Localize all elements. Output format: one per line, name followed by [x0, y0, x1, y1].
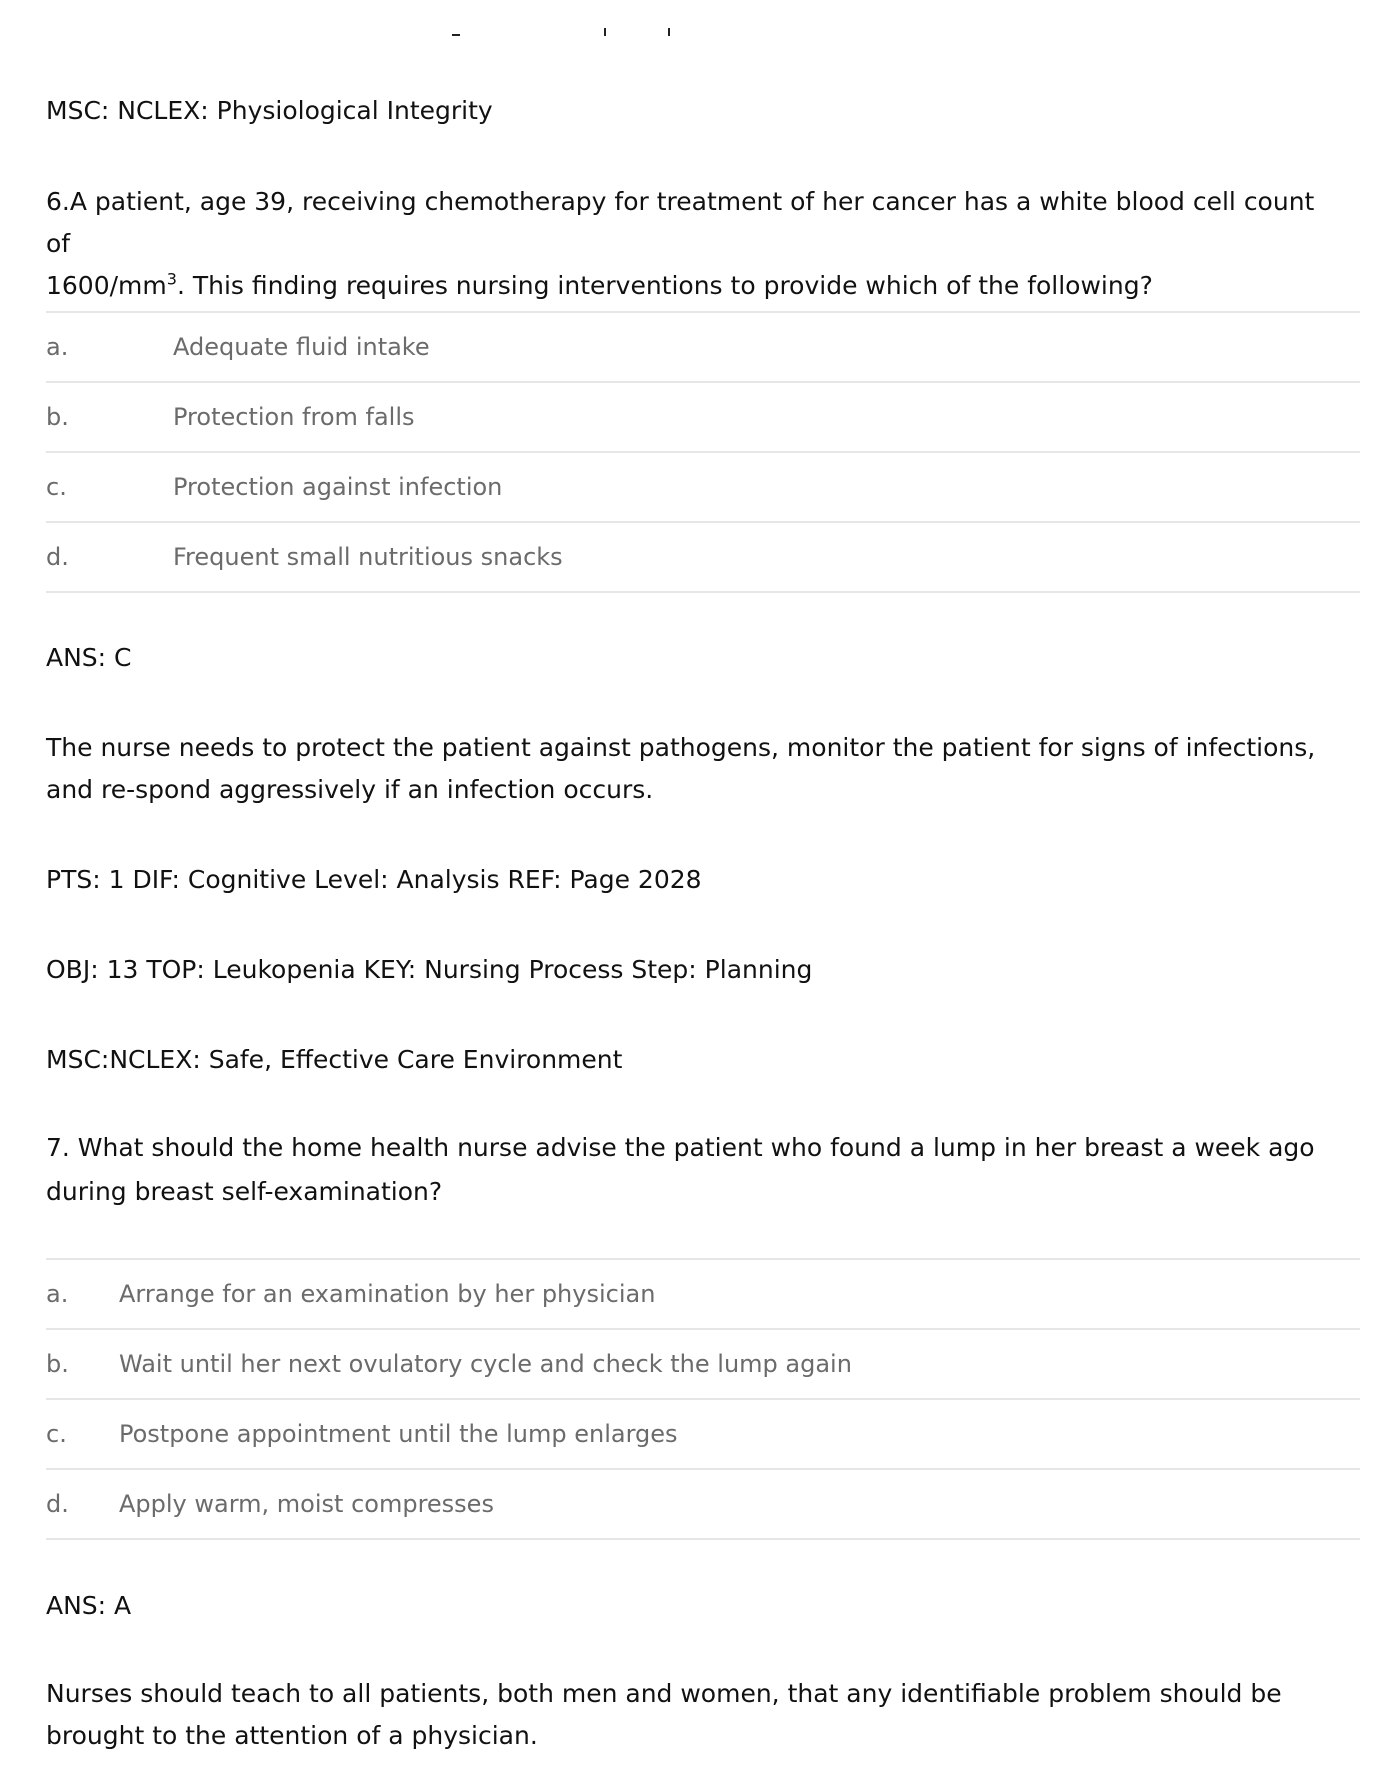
question-7-answer: ANS: A — [46, 1591, 132, 1620]
option-text: Wait until her next ovulatory cycle and check the lump again — [119, 1350, 852, 1378]
option-text: Frequent small nutritious snacks — [173, 543, 563, 571]
option-row[interactable] — [46, 383, 1360, 453]
question-6-pts-line: PTS: 1 DIF: Cognitive Level: Analysis REF: Page 2028 — [46, 865, 702, 894]
question-6-msc-line: MSC:NCLEX: Safe, Eﬀective Care Environment — [46, 1045, 623, 1074]
option-text: Arrange for an examination by her physician — [119, 1280, 656, 1308]
scan-artifact-mark — [604, 28, 606, 36]
option-text: Adequate ﬂuid intake — [173, 333, 430, 361]
option-text: Apply warm, moist compresses — [119, 1490, 494, 1518]
option-letter: b. — [46, 1350, 69, 1378]
option-text: Postpone appointment until the lump enlarges — [119, 1420, 678, 1448]
option-row[interactable] — [46, 313, 1360, 383]
question-6-stem-rest: . This ﬁnding requires nursing interventions to provide which of the following? — [176, 271, 1153, 300]
option-letter: d. — [46, 1490, 69, 1518]
question-6-rationale: The nurse needs to protect the patient against pathogens, monitor the patient for signs of infections, and re-spond aggressively if an infection occurs. — [46, 733, 1316, 804]
question-6-stem — [46, 181, 1346, 307]
scan-artifact-mark — [452, 34, 460, 36]
option-letter: c. — [46, 1420, 67, 1448]
scan-artifact-mark — [668, 28, 670, 36]
option-row[interactable] — [46, 523, 1360, 593]
option-text: Protection against infection — [173, 473, 503, 501]
option-text: Protection from falls — [173, 403, 415, 431]
option-row[interactable] — [46, 1260, 1360, 1330]
question-6-stem-part1: 6.A patient, age 39, receiving chemotherapy for treatment of her cancer has a white blood cell count of — [46, 187, 1315, 258]
option-row[interactable] — [46, 1400, 1360, 1470]
option-letter: d. — [46, 543, 69, 571]
option-letter: a. — [46, 1280, 69, 1308]
question-6-stem-value: 1600/mm — [46, 271, 167, 300]
option-letter: b. — [46, 403, 69, 431]
question-6-stem-superscript: 3 — [166, 269, 177, 289]
question-7-options — [46, 1258, 1360, 1540]
question-6-options — [46, 311, 1360, 593]
option-letter: a. — [46, 333, 69, 361]
msc-physiological-line: MSC: NCLEX: Physiological Integrity — [46, 96, 493, 125]
option-row[interactable] — [46, 453, 1360, 523]
option-row[interactable] — [46, 1470, 1360, 1540]
option-letter: c. — [46, 473, 67, 501]
question-6-obj-line: OBJ: 13 TOP: Leukopenia KEY: Nursing Process Step: Planning — [46, 955, 813, 984]
question-7-rationale: Nurses should teach to all patients, both men and women, that any identiﬁable problem should be brought to the attention of a physician. — [46, 1679, 1282, 1750]
question-6-answer: ANS: C — [46, 643, 132, 672]
option-row[interactable] — [46, 1330, 1360, 1400]
question-7-stem: 7. What should the home health nurse advise the patient who found a lump in her breast a week ago during breast self-examination? — [46, 1133, 1315, 1206]
